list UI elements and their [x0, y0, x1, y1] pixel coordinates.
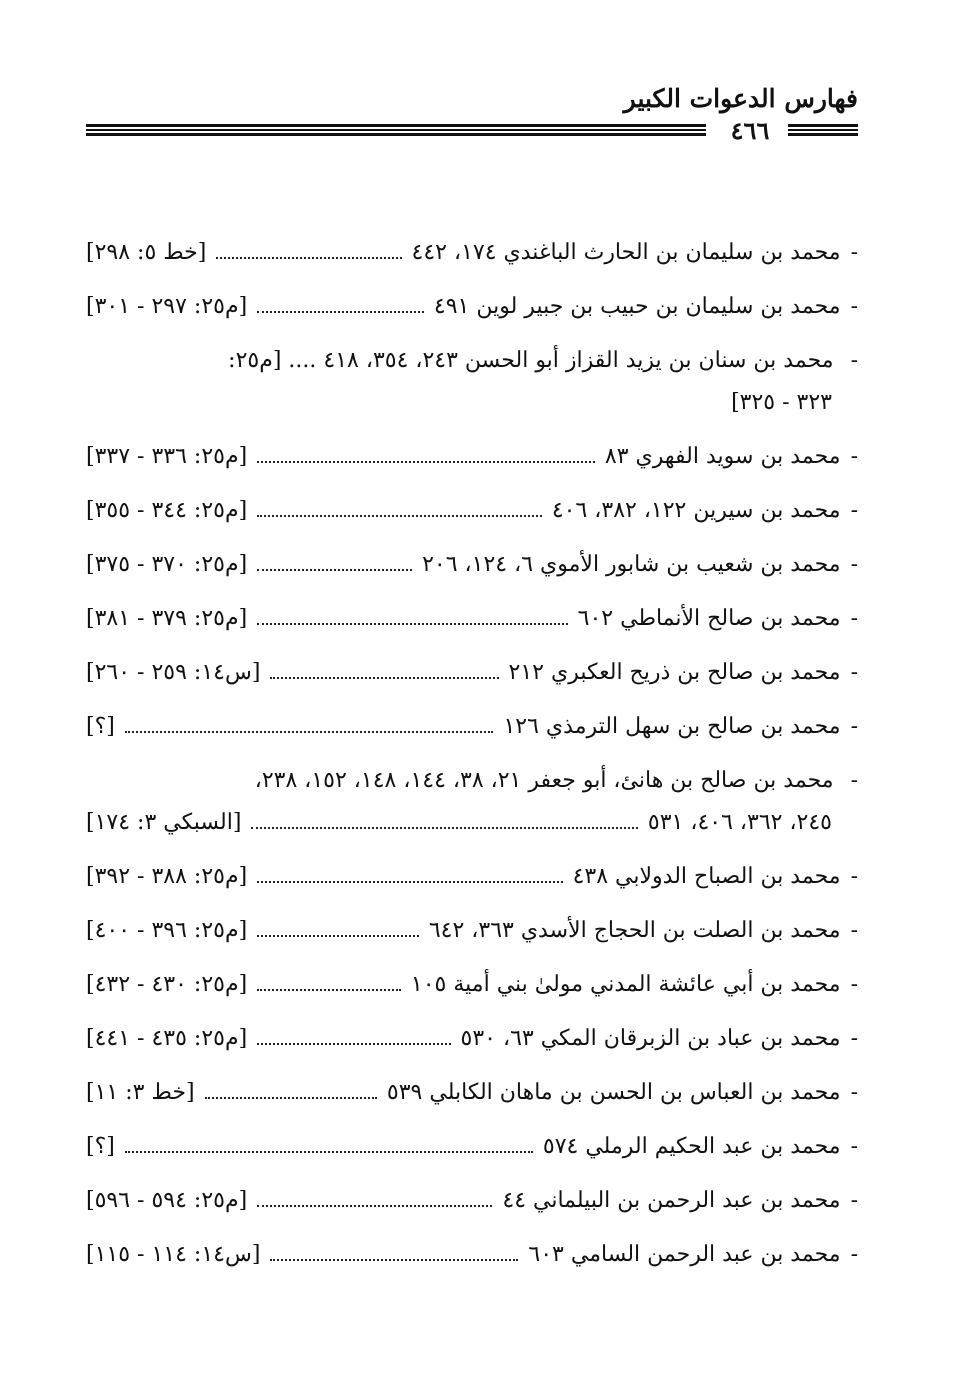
entry-name: محمد بن صالح بن ذريح العكبري ٢١٢ [508, 660, 841, 685]
dot-leader [257, 871, 562, 883]
entry-name: محمد بن سيرين ١٢٢، ٣٨٢، ٤٠٦ [551, 498, 841, 523]
index-entry: - محمد بن عباد بن الزبرقان المكي ٦٣، ٥٣٠ [م٢٥: ٤٣٥ - ٤٤١] [86, 1018, 858, 1060]
entry-reference: [س١٤: ٢٥٩ - ٢٦٠] [86, 660, 261, 685]
entry-name: محمد بن عباد بن الزبرقان المكي ٦٣، ٥٣٠ [460, 1026, 841, 1051]
index-entry: - محمد بن سنان بن يزيد القزاز أبو الحسن ٢٤٣، ٣٥٤، ٤١٨ .... [م٢٥: ٣٢٣ - ٣٢٥] [86, 340, 858, 424]
entry-name: محمد بن الصباح الدولابي ٤٣٨ [572, 864, 841, 889]
entry-name: محمد بن سليمان بن الحارث الباغندي ١٧٤، ٤٤٢ [411, 240, 841, 265]
index-entry: - محمد بن أبي عائشة المدني مولىٰ بني أمية ١٠٥ [م٢٥: ٤٣٠ - ٤٣٢] [86, 964, 858, 1006]
entry-name: محمد بن سنان بن يزيد القزاز أبو الحسن ٢٤٣، ٣٥٤، ٤١٨ .... [م٢٥: [228, 348, 834, 373]
dot-leader [125, 1141, 533, 1153]
entry-name: محمد بن عبد الحكيم الرملي ٥٧٤ [542, 1134, 841, 1159]
entry-reference: [خط ٥: ٢٩٨] [86, 240, 207, 265]
dot-leader [270, 667, 498, 679]
entry-name: محمد بن عبد الرحمن بن البيلماني ٤٤ [502, 1188, 841, 1213]
entry-name: محمد بن صالح بن هانئ، أبو جعفر ٢١، ٣٨، ١٤٤، ١٤٨، ١٥٢، ٢٣٨، [254, 768, 834, 793]
entry-reference: [م٢٥: ٥٩٤ - ٥٩٦] [86, 1188, 248, 1213]
entry-reference: [م٢٥: ٣٧٠ - ٣٧٥] [86, 552, 248, 577]
entry-reference: [س١٤: ١١٤ - ١١٥] [86, 1242, 261, 1267]
index-entry: - محمد بن الصلت بن الحجاج الأسدي ٣٦٣، ٦٤٢ [م٢٥: ٣٩٦ - ٤٠٠] [86, 910, 858, 952]
index-entry: - محمد بن الصباح الدولابي ٤٣٨ [م٢٥: ٣٨٨ - ٣٩٢] [86, 856, 858, 898]
index-entry: - محمد بن صالح بن سهل الترمذي ١٢٦ [؟] [86, 706, 858, 748]
entry-name: محمد بن صالح بن سهل الترمذي ١٢٦ [503, 714, 841, 739]
dot-leader [257, 1195, 492, 1207]
index-entry: - محمد بن شعيب بن شابور الأموي ٦، ١٢٤، ٢٠٦ [م٢٥: ٣٧٠ - ٣٧٥] [86, 544, 858, 586]
entry-name-continued: ٣٢٣ - ٣٢٥] [731, 390, 832, 415]
dot-leader [257, 301, 424, 313]
dot-leader [257, 1033, 450, 1045]
entry-name-continued: ٢٤٥، ٣٦٢، ٤٠٦، ٥٣١ [647, 810, 832, 835]
entry-reference: [؟] [86, 1134, 115, 1159]
entry-reference: [م٢٥: ٢٩٧ - ٣٠١] [86, 294, 248, 319]
dot-leader [125, 721, 494, 733]
index-entry: - محمد بن صالح الأنماطي ٦٠٢ [م٢٥: ٣٧٩ - ٣٨١] [86, 598, 858, 640]
entry-name: محمد بن عبد الرحمن السامي ٦٠٣ [528, 1242, 841, 1267]
entry-reference: [م٢٥: ٣٨٨ - ٣٩٢] [86, 864, 248, 889]
index-entry: - محمد بن عبد الحكيم الرملي ٥٧٤ [؟] [86, 1126, 858, 1168]
entry-name: محمد بن أبي عائشة المدني مولىٰ بني أمية ١٠٥ [410, 972, 841, 997]
dot-leader [257, 979, 401, 991]
dot-leader [257, 613, 567, 625]
index-entry: - محمد بن سليمان بن حبيب بن جبير لوين ٤٩١ [م٢٥: ٢٩٧ - ٣٠١] [86, 286, 858, 328]
dot-leader [257, 925, 419, 937]
index-entry: - محمد بن سليمان بن الحارث الباغندي ١٧٤، ٤٤٢ [خط ٥: ٢٩٨] [86, 232, 858, 274]
entry-name: محمد بن العباس بن الحسن بن ماهان الكابلي ٥٣٩ [386, 1080, 841, 1105]
index-entry: - محمد بن عبد الرحمن بن البيلماني ٤٤ [م٢٥: ٥٩٤ - ٥٩٦] [86, 1180, 858, 1222]
dot-leader [257, 559, 412, 571]
dot-leader [251, 817, 637, 829]
index-entry: - محمد بن صالح بن هانئ، أبو جعفر ٢١، ٣٨، ١٤٤، ١٤٨، ١٥٢، ٢٣٨، ٢٤٥، ٣٦٢، ٤٠٦، ٥٣١ [السبكي ٣: ١٧٤] [86, 760, 858, 844]
page-header [86, 84, 858, 154]
entry-reference: [م٢٥: ٣٣٦ - ٣٣٧] [86, 444, 248, 469]
entry-name: محمد بن صالح الأنماطي ٦٠٢ [577, 606, 841, 631]
header-rule-left [86, 124, 706, 138]
entry-name: محمد بن الصلت بن الحجاج الأسدي ٣٦٣، ٦٤٢ [428, 918, 841, 943]
entry-name: محمد بن شعيب بن شابور الأموي ٦، ١٢٤، ٢٠٦ [422, 552, 841, 577]
dot-leader [257, 505, 542, 517]
entry-reference: [م٢٥: ٣٩٦ - ٤٠٠] [86, 918, 248, 943]
entry-name: محمد بن سليمان بن حبيب بن جبير لوين ٤٩١ [433, 294, 841, 319]
index-entry: - محمد بن عبد الرحمن السامي ٦٠٣ [س١٤: ١١٤ - ١١٥] [86, 1234, 858, 1276]
index-entry: - محمد بن صالح بن ذريح العكبري ٢١٢ [س١٤: ٢٥٩ - ٢٦٠] [86, 652, 858, 694]
entry-reference: [م٢٥: ٤٣٠ - ٤٣٢] [86, 972, 248, 997]
entry-reference: [السبكي ٣: ١٧٤] [86, 810, 242, 835]
page-number: ٤٦٦ [730, 116, 770, 145]
book-title: فهارس الدعوات الكبير [623, 84, 858, 113]
entry-reference: [؟] [86, 714, 115, 739]
entry-reference: [م٢٥: ٣٤٤ - ٣٥٥] [86, 498, 248, 523]
index-entry: - محمد بن سويد الفهري ٨٣ [م٢٥: ٣٣٦ - ٣٣٧] [86, 436, 858, 478]
entry-reference: [م٢٥: ٣٧٩ - ٣٨١] [86, 606, 248, 631]
index-entry: - محمد بن سيرين ١٢٢، ٣٨٢، ٤٠٦ [م٢٥: ٣٤٤ - ٣٥٥] [86, 490, 858, 532]
entry-name: محمد بن سويد الفهري ٨٣ [604, 444, 841, 469]
index-entries [86, 232, 858, 1288]
dot-leader [270, 1249, 518, 1261]
entry-reference: [خط ٣: ١١] [86, 1080, 195, 1105]
dot-leader [257, 451, 595, 463]
header-rule-right [788, 124, 858, 138]
dot-leader [216, 247, 401, 259]
index-entry: - محمد بن العباس بن الحسن بن ماهان الكابلي ٥٣٩ [خط ٣: ١١] [86, 1072, 858, 1114]
dot-leader [205, 1087, 377, 1099]
entry-reference: [م٢٥: ٤٣٥ - ٤٤١] [86, 1026, 248, 1051]
